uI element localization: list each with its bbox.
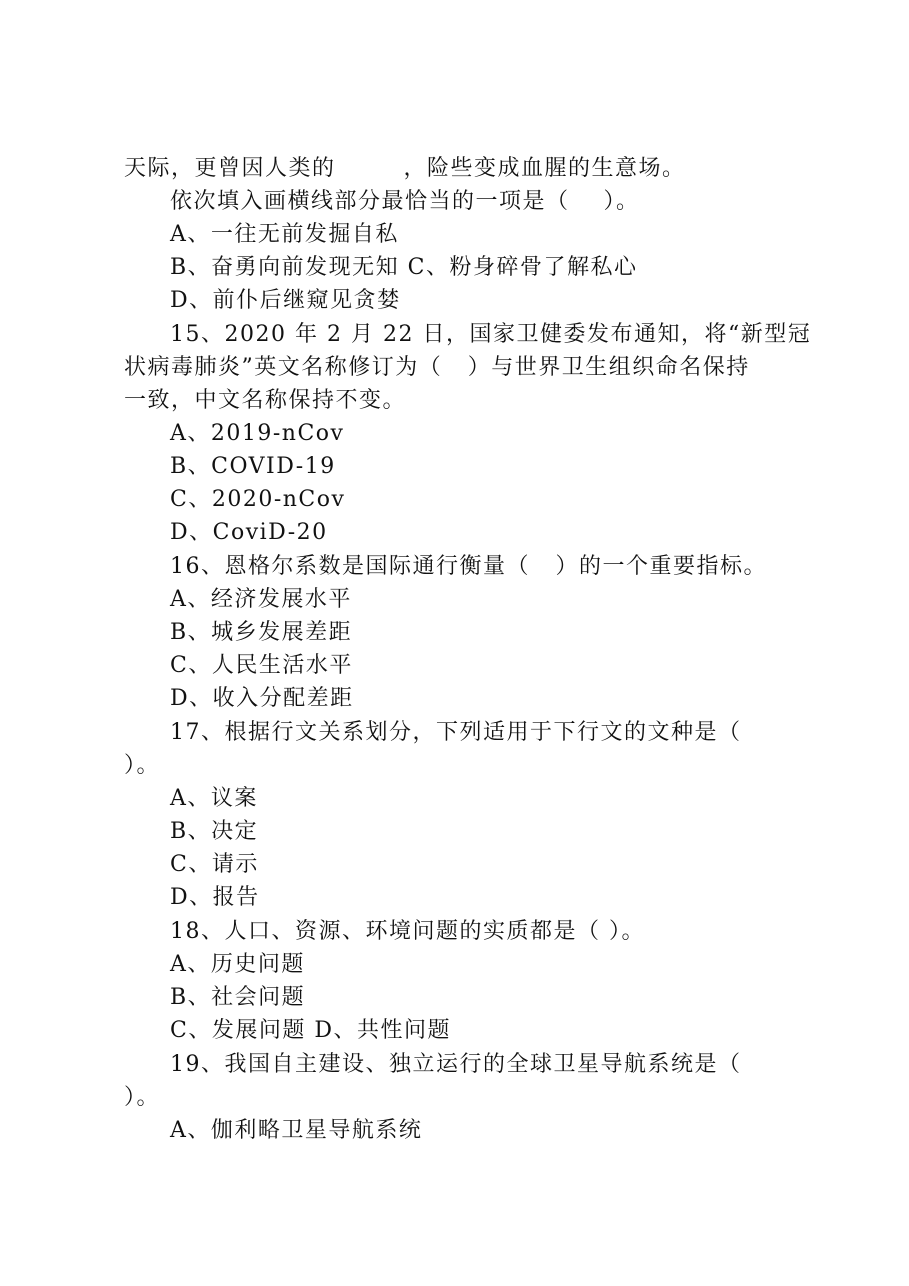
option-d: D、报告: [170, 885, 260, 910]
question-prompt: 依次填入画横线部分最恰当的一项是（ ）。: [170, 189, 640, 214]
option-b: B、COVID-19: [170, 454, 336, 479]
option-c: C、人民生活水平: [170, 653, 353, 678]
question-15-cont: 一致，中文名称保持不变。: [124, 388, 407, 413]
option-d: D、前仆后继窥见贪婪: [170, 288, 401, 313]
option-c: C、2020-nCov: [170, 487, 346, 512]
option-d: D、CoviD-20: [170, 520, 328, 545]
option-b: B、社会问题: [170, 985, 306, 1010]
question-15: 15、2020 年 2 月 22 日，国家卫健委发布通知，将“新型冠: [170, 322, 812, 347]
question-18: 18、人口、资源、环境问题的实质都是（ ）。: [170, 919, 645, 944]
option-c-d: C、发展问题 D、共性问题: [170, 1018, 451, 1043]
option-a: A、伽利略卫星导航系统: [170, 1118, 423, 1143]
option-c: C、请示: [170, 852, 259, 877]
option-a: A、历史问题: [170, 952, 305, 977]
option-a: A、议案: [170, 786, 258, 811]
question-16: 16、恩格尔系数是国际通行衡量（ ）的一个重要指标。: [170, 554, 767, 579]
question-19-cont: ）。: [124, 1085, 161, 1110]
question-19: 19、我国自主建设、独立运行的全球卫星导航系统是（: [170, 1052, 742, 1077]
text-line: 天际，更曾因人类的 ，险些变成血腥的生意场。: [124, 156, 686, 181]
question-15-cont: 状病毒肺炎”英文名称修订为（ ）与世界卫生组织命名保持: [124, 355, 750, 380]
option-a: A、2019-nCov: [170, 421, 345, 446]
option-b: B、决定: [170, 819, 259, 844]
option-a: A、一往无前发掘自私: [170, 222, 399, 247]
option-b: B、城乡发展差距: [170, 620, 353, 645]
question-17-cont: ）。: [124, 753, 161, 778]
question-17: 17、根据行文关系划分，下列适用于下行文的文种是（: [170, 720, 742, 745]
option-a: A、经济发展水平: [170, 587, 352, 612]
option-d: D、收入分配差距: [170, 686, 354, 711]
option-b-c: B、奋勇向前发现无知 C、粉身碎骨了解私心: [170, 255, 638, 280]
